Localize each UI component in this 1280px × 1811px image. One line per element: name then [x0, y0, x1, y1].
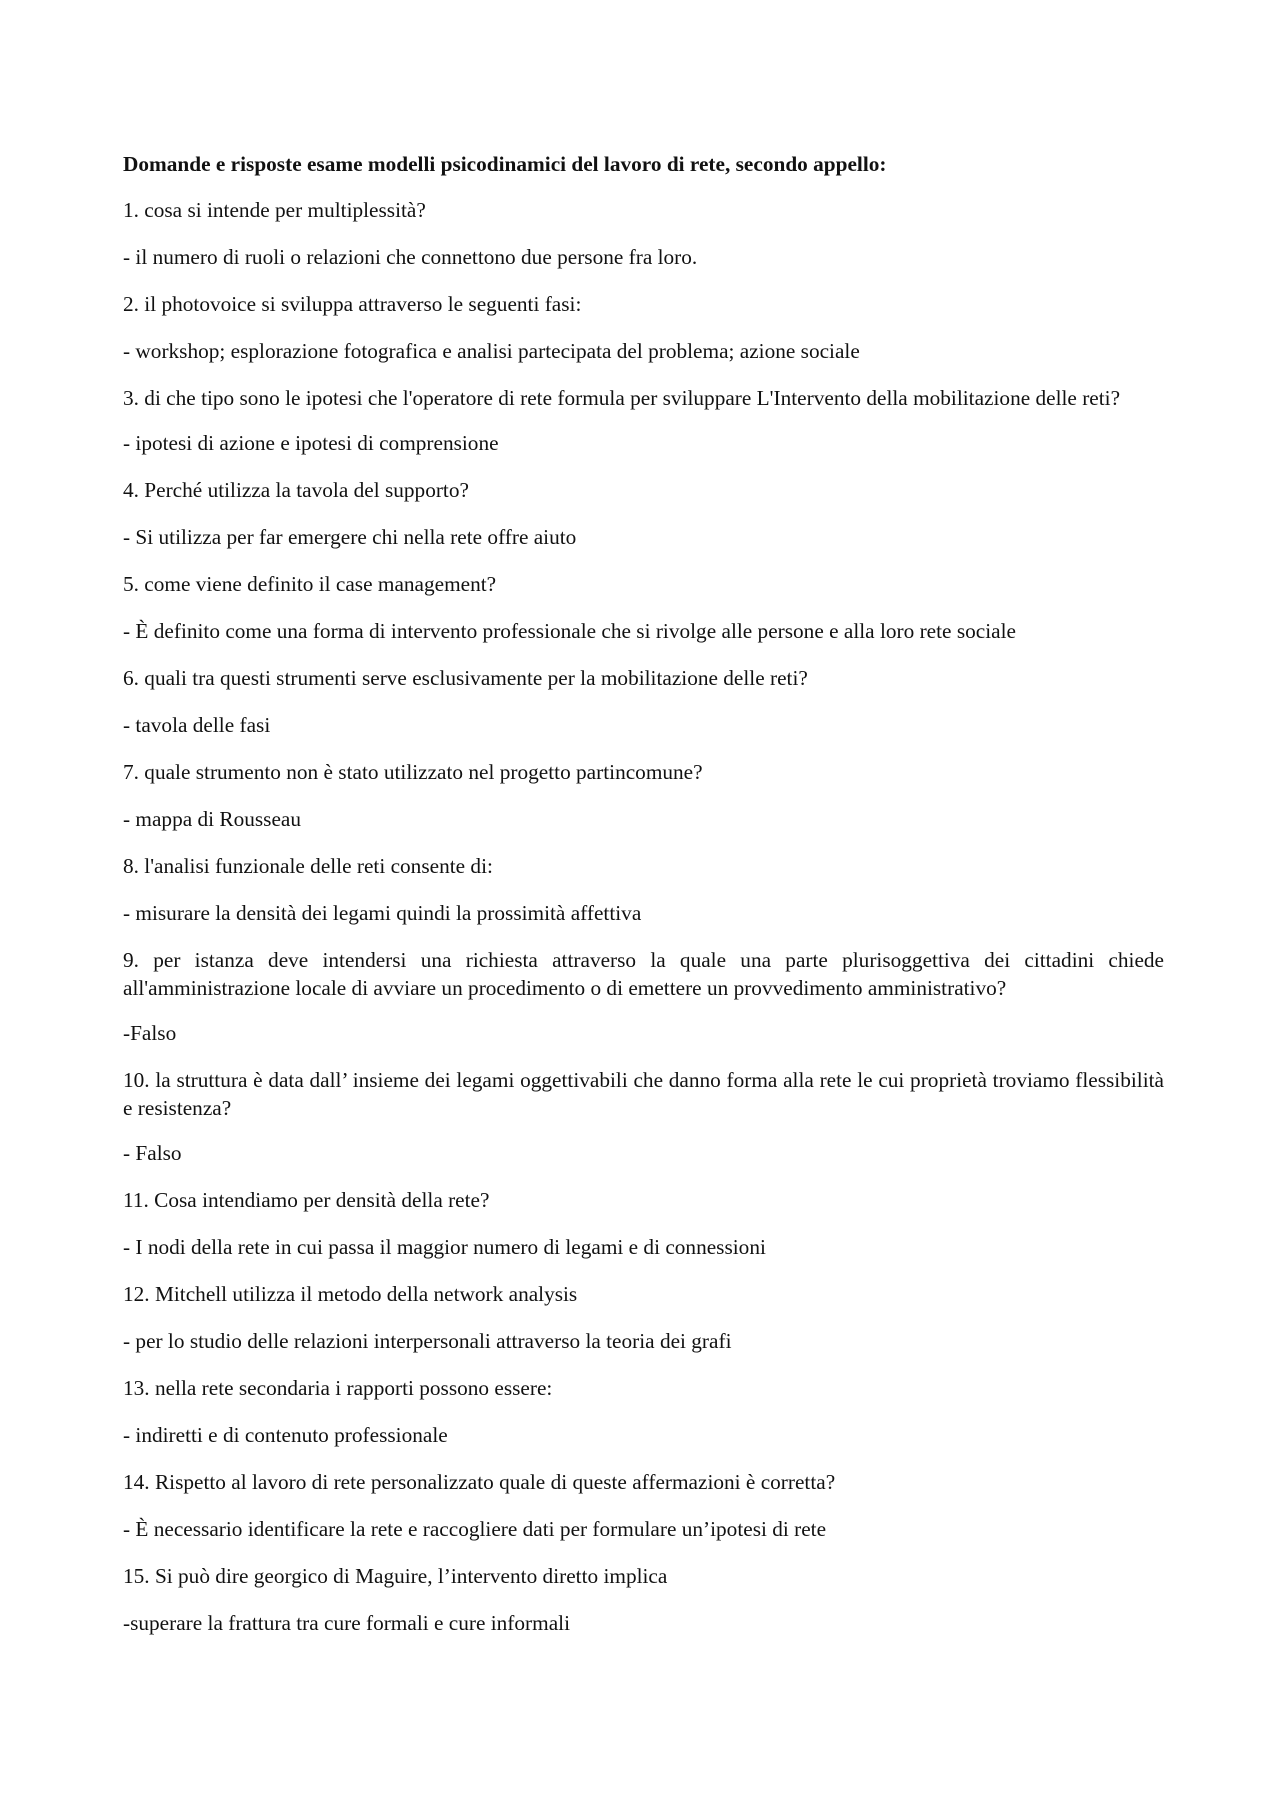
document-title: Domande e risposte esame modelli psicodinamici del lavoro di rete, secondo appello: [123, 152, 887, 176]
document-page [123, 150, 1164, 1656]
answer-8: - misurare la densità dei legami quindi la prossimità affettiva [123, 901, 642, 925]
answer-11: - I nodi della rete in cui passa il maggior numero di legami e di connessioni [123, 1235, 766, 1259]
question-11: 11. Cosa intendiamo per densità della rete? [123, 1188, 490, 1212]
answer-15: -superare la frattura tra cure formali e cure informali [123, 1611, 570, 1635]
answer-1: - il numero di ruoli o relazioni che connettono due persone fra loro. [123, 245, 698, 269]
question-8: 8. l'analisi funzionale delle reti consente di: [123, 854, 493, 878]
answer-2: - workshop; esplorazione fotografica e analisi partecipata del problema; azione sociale [123, 339, 860, 363]
answer-13: - indiretti e di contenuto professionale [123, 1423, 448, 1447]
answer-7: - mappa di Rousseau [123, 807, 302, 831]
question-12: 12. Mitchell utilizza il metodo della network analysis [123, 1282, 578, 1306]
question-1: 1. cosa si intende per multiplessità? [123, 198, 426, 222]
answer-6: - tavola delle fasi [123, 713, 271, 737]
question-9: 9. per istanza deve intendersi una richiesta attraverso la quale una parte plurisoggettiva dei cittadini chiede all'amministrazione locale di avviare un procedimento o di emettere un provvedimento amministrativo? [123, 948, 1164, 1000]
question-3: 3. di che tipo sono le ipotesi che l'operatore di rete formula per sviluppare L'Intervento della mobilitazione delle reti? [123, 386, 1121, 410]
answer-5: - È definito come una forma di intervento professionale che si rivolge alle persone e alla loro rete sociale [123, 619, 1016, 643]
answer-14: - È necessario identificare la rete e raccogliere dati per formulare un’ipotesi di rete [123, 1517, 827, 1541]
answer-4: - Si utilizza per far emergere chi nella rete offre aiuto [123, 525, 577, 549]
answer-10: - Falso [123, 1141, 182, 1165]
question-6: 6. quali tra questi strumenti serve esclusivamente per la mobilitazione delle reti? [123, 666, 808, 690]
question-15: 15. Si può dire georgico di Maguire, l’intervento diretto implica [123, 1564, 668, 1588]
question-10: 10. la struttura è data dall’ insieme dei legami oggettivabili che danno forma alla rete le cui proprietà troviamo flessibilità e resistenza? [123, 1068, 1164, 1120]
answer-9: -Falso [123, 1021, 177, 1045]
question-4: 4. Perché utilizza la tavola del supporto? [123, 478, 469, 502]
qa-list [123, 196, 1164, 1637]
question-14: 14. Rispetto al lavoro di rete personalizzato quale di queste affermazioni è corretta? [123, 1470, 836, 1494]
question-13: 13. nella rete secondaria i rapporti possono essere: [123, 1376, 553, 1400]
question-2: 2. il photovoice si sviluppa attraverso le seguenti fasi: [123, 292, 582, 316]
question-5: 5. come viene definito il case management? [123, 572, 497, 596]
answer-3: - ipotesi di azione e ipotesi di comprensione [123, 431, 499, 455]
question-7: 7. quale strumento non è stato utilizzato nel progetto partincomune? [123, 760, 703, 784]
answer-12: - per lo studio delle relazioni interpersonali attraverso la teoria dei grafi [123, 1329, 732, 1353]
